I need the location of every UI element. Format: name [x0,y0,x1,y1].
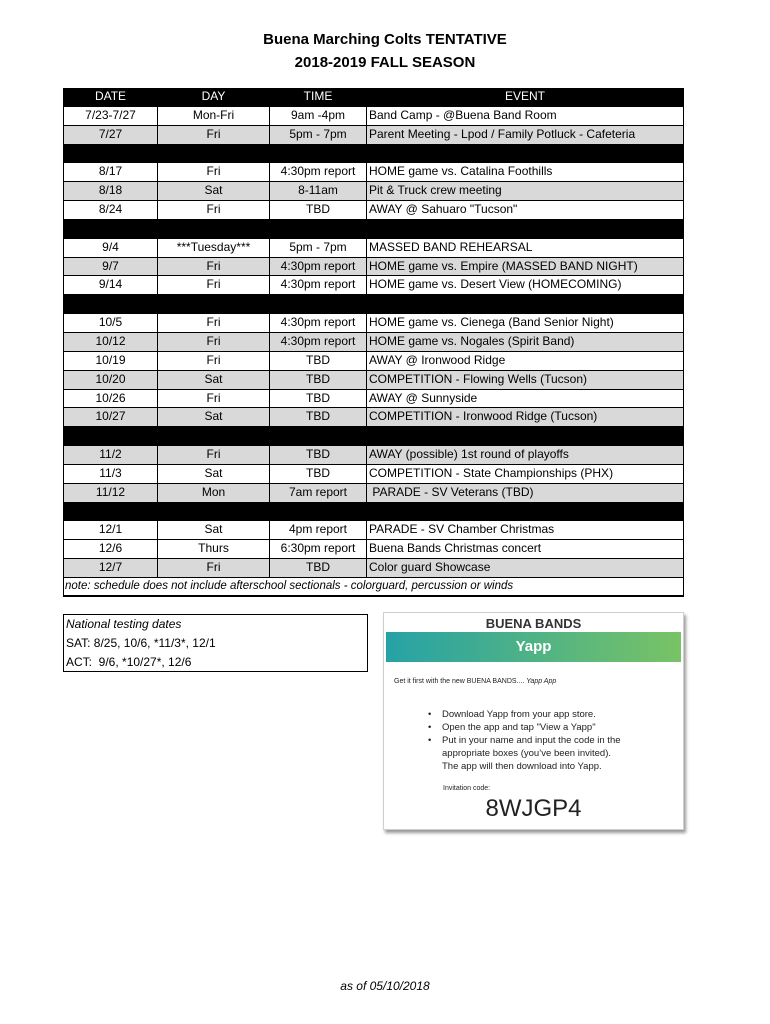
event-cell: HOME game vs. Catalina Foothills [369,164,553,179]
schedule-row [64,521,683,540]
yapp-step: • Download Yapp from your app store. [442,708,621,721]
day-cell: Mon [158,484,270,502]
section-divider [64,503,683,522]
as-of-date: as of 05/10/2018 [340,979,430,993]
date-cell: 10/20 [64,371,158,389]
date-cell: 7/23-7/27 [64,107,158,125]
day-cell: Thurs [158,540,270,558]
yapp-step: • Put in your name and input the code in the [442,734,621,747]
time-cell: TBD [270,559,367,577]
time-cell: TBD [270,371,367,389]
event-cell: PARADE - SV Veterans (TBD) [369,484,534,499]
yapp-logo-text: Yapp [515,638,552,655]
date-cell: 11/12 [64,484,158,502]
schedule-row [64,239,683,258]
yapp-intro [394,677,556,686]
date-cell: 7/27 [64,126,158,144]
time-cell: TBD [270,201,367,219]
date-cell: 9/14 [64,276,158,294]
event-cell: AWAY @ Sahuaro "Tucson" [369,202,518,217]
time-cell: TBD [270,408,367,426]
section-divider [64,145,683,164]
section-divider [64,427,683,446]
day-cell: Fri [158,446,270,464]
schedule-row [64,333,683,352]
time-cell: 4:30pm report [270,276,367,294]
event-cell: Pit & Truck crew meeting [369,183,502,198]
invitation-code-label: Invitation code: [443,785,491,792]
schedule-table [63,88,684,597]
testing-dates-box [63,614,368,672]
schedule-row [64,408,683,427]
event-cell: HOME game vs. Nogales (Spirit Band) [369,333,575,348]
event-cell: HOME game vs. Desert View (HOMECOMING) [369,277,622,292]
schedule-row [64,390,683,409]
time-cell: 9am -4pm [270,107,367,125]
schedule-row [64,314,683,333]
day-cell: Sat [158,371,270,389]
date-cell: 10/19 [64,352,158,370]
day-cell: Sat [158,465,270,483]
act-dates: ACT: 9/6, *10/27*, 12/6 [66,655,192,669]
yapp-flyer [383,612,684,830]
date-cell: 11/2 [64,446,158,464]
yapp-steps [442,708,621,773]
event-cell: AWAY @ Ironwood Ridge [369,352,506,367]
event-cell: Band Camp - @Buena Band Room [369,107,557,122]
schedule-row [64,126,683,145]
day-cell: Sat [158,408,270,426]
day-cell: Fri [158,333,270,351]
day-cell: Mon-Fri [158,107,270,125]
schedule-row [64,465,683,484]
date-cell: 8/18 [64,182,158,200]
time-cell: 4:30pm report [270,163,367,181]
event-cell: Color guard Showcase [369,560,491,575]
event-cell: AWAY @ Sunnyside [369,390,478,405]
time-cell: 5pm - 7pm [270,239,367,257]
yapp-step-continued: appropriate boxes (you’ve been invited). [442,747,611,759]
date-cell: 10/26 [64,390,158,408]
yapp-brand-title: BUENA BANDS [485,616,582,631]
invitation-code: 8WJGP4 [485,795,582,822]
header-time: TIME [270,88,367,106]
yapp-banner [386,632,681,662]
event-cell: Parent Meeting - Lpod / Family Potluck - Cafeteria [369,126,636,141]
day-cell: Fri [158,314,270,332]
date-cell: 8/24 [64,201,158,219]
event-cell: AWAY (possible) 1st round of playoffs [369,447,569,462]
event-cell: HOME game vs. Cienega (Band Senior Night) [369,315,614,330]
time-cell: 8-11am [270,182,367,200]
day-cell: Fri [158,559,270,577]
schedule-row [64,182,683,201]
day-cell: Fri [158,201,270,219]
date-cell: 10/5 [64,314,158,332]
day-cell: Fri [158,390,270,408]
time-cell: 4:30pm report [270,333,367,351]
event-cell: COMPETITION - State Championships (PHX) [369,465,614,480]
schedule-note: note: schedule does not include afterschool sectionals - colorguard, percussion or winds [65,579,514,592]
yapp-intro-text: Get it first with the new BUENA BANDS.... [394,678,525,685]
schedule-note-row [64,578,683,597]
header-day: DAY [158,88,270,106]
date-cell: 9/7 [64,258,158,276]
time-cell: 4:30pm report [270,258,367,276]
day-cell: Sat [158,182,270,200]
testing-heading: National testing dates [66,617,182,631]
event-cell: Buena Bands Christmas concert [369,541,542,556]
schedule-row [64,258,683,277]
header-date: DATE [64,88,158,106]
yapp-intro-app: Yapp App [526,678,557,685]
date-cell: 9/4 [64,239,158,257]
day-cell: ***Tuesday*** [158,239,270,257]
time-cell: 4pm report [270,521,367,539]
section-divider [64,220,683,239]
day-cell: Fri [158,352,270,370]
schedule-row [64,446,683,465]
schedule-row [64,540,683,559]
schedule-row [64,201,683,220]
time-cell: TBD [270,352,367,370]
yapp-step-continued: The app will then download into Yapp. [442,760,602,772]
date-cell: 10/27 [64,408,158,426]
date-cell: 8/17 [64,163,158,181]
time-cell: TBD [270,465,367,483]
schedule-row [64,559,683,578]
yapp-step: • Open the app and tap "View a Yapp" [442,721,621,734]
time-cell: 6:30pm report [270,540,367,558]
event-cell: HOME game vs. Empire (MASSED BAND NIGHT) [369,258,638,273]
event-cell: PARADE - SV Chamber Christmas [369,522,555,537]
day-cell: Fri [158,163,270,181]
schedule-row [64,163,683,182]
day-cell: Fri [158,276,270,294]
event-cell: MASSED BAND REHEARSAL [369,239,533,254]
time-cell: 7am report [270,484,367,502]
event-cell: COMPETITION - Flowing Wells (Tucson) [369,371,588,386]
season-subtitle: 2018-2019 FALL SEASON [294,54,476,71]
time-cell: TBD [270,446,367,464]
time-cell: 5pm - 7pm [270,126,367,144]
time-cell: TBD [270,390,367,408]
schedule-row [64,484,683,503]
schedule-row [64,371,683,390]
date-cell: 12/1 [64,521,158,539]
schedule-title: Buena Marching Colts TENTATIVE [263,31,507,48]
day-cell: Fri [158,126,270,144]
table-header-row [64,88,683,107]
schedule-row [64,352,683,371]
event-cell: COMPETITION - Ironwood Ridge (Tucson) [369,409,598,424]
date-cell: 10/12 [64,333,158,351]
schedule-row [64,276,683,295]
schedule-row [64,107,683,126]
day-cell: Sat [158,521,270,539]
date-cell: 12/6 [64,540,158,558]
time-cell: 4:30pm report [270,314,367,332]
date-cell: 12/7 [64,559,158,577]
sat-dates: SAT: 8/25, 10/6, *11/3*, 12/1 [66,636,216,650]
date-cell: 11/3 [64,465,158,483]
day-cell: Fri [158,258,270,276]
section-divider [64,295,683,314]
header-event: EVENT [504,89,545,103]
